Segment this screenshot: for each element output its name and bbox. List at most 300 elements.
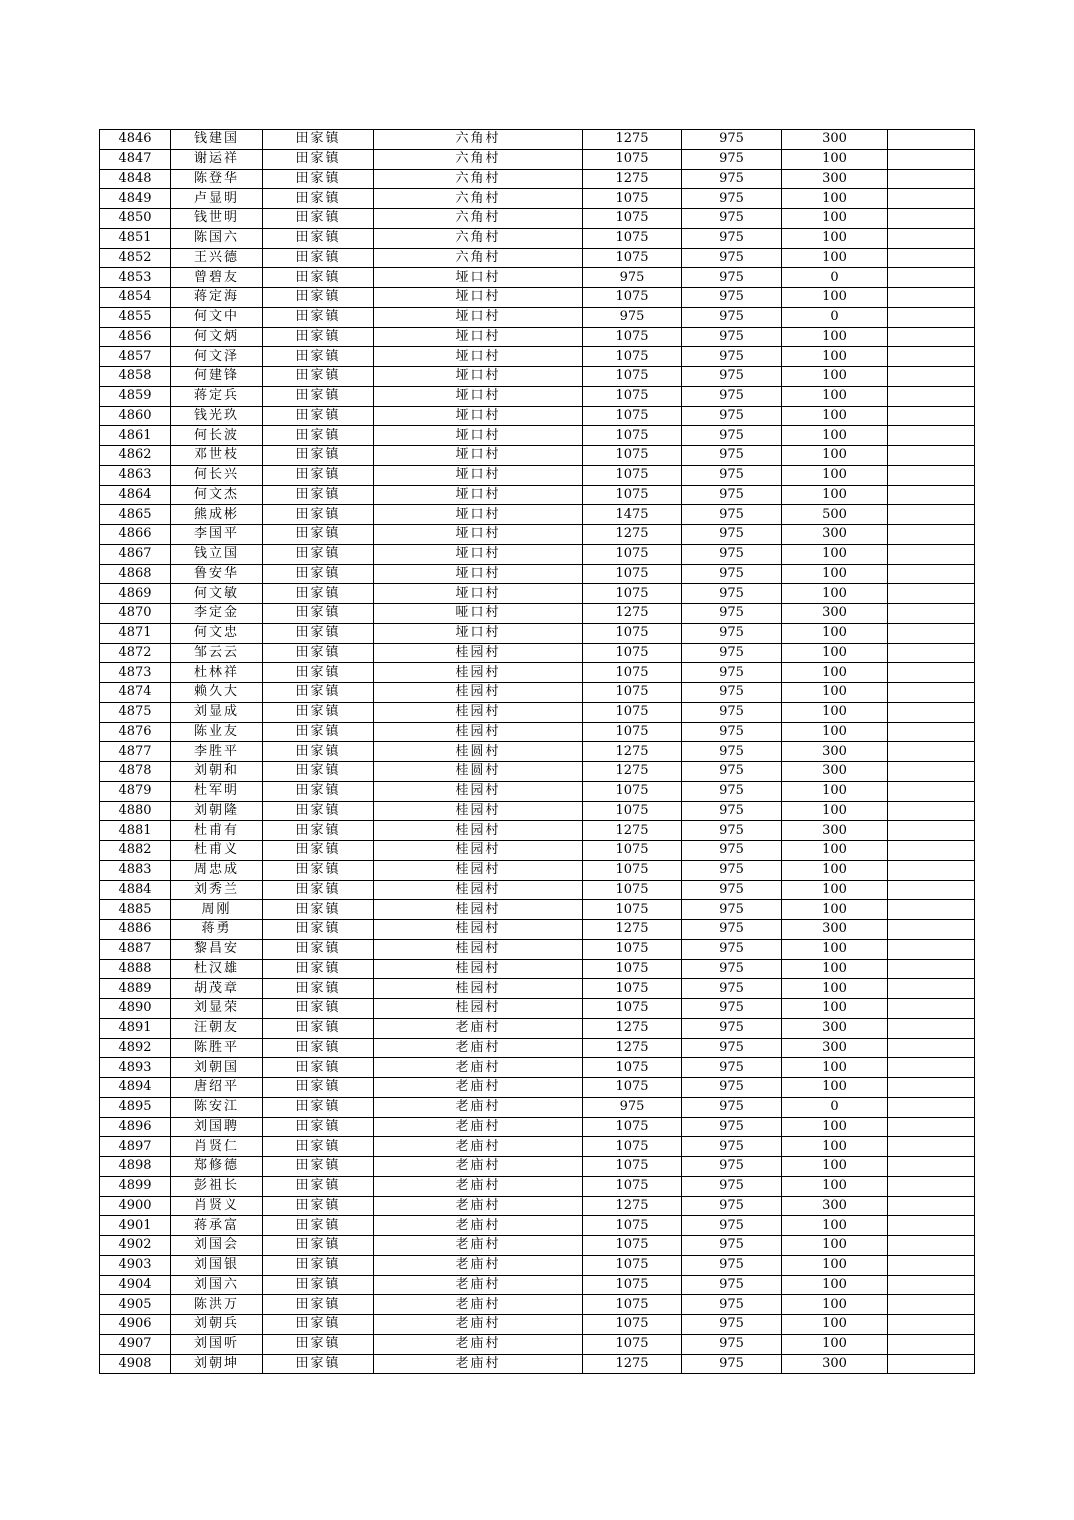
cell-amount-total: 1075 bbox=[583, 288, 682, 308]
table-row bbox=[100, 623, 975, 643]
cell-amount-diff: 300 bbox=[782, 1038, 888, 1058]
cell-amount-total: 1075 bbox=[583, 584, 682, 604]
cell-amount-base: 975 bbox=[682, 880, 782, 900]
cell-amount-base: 975 bbox=[682, 169, 782, 189]
cell-amount-total: 1075 bbox=[583, 1334, 682, 1354]
cell-remark bbox=[888, 742, 975, 762]
cell-amount-diff: 100 bbox=[782, 781, 888, 801]
cell-name: 彭祖长 bbox=[171, 1176, 263, 1196]
cell-amount-base: 975 bbox=[682, 841, 782, 861]
cell-village: 老庙村 bbox=[374, 1038, 583, 1058]
cell-town: 田家镇 bbox=[263, 564, 374, 584]
cell-name: 刘朝兵 bbox=[171, 1315, 263, 1335]
cell-town: 田家镇 bbox=[263, 979, 374, 999]
cell-remark bbox=[888, 1236, 975, 1256]
cell-amount-total: 1075 bbox=[583, 1117, 682, 1137]
cell-id: 4892 bbox=[100, 1038, 171, 1058]
cell-remark bbox=[888, 485, 975, 505]
cell-amount-base: 975 bbox=[682, 1137, 782, 1157]
cell-amount-total: 1275 bbox=[583, 821, 682, 841]
cell-town: 田家镇 bbox=[263, 1236, 374, 1256]
cell-amount-base: 975 bbox=[682, 1097, 782, 1117]
cell-amount-total: 1275 bbox=[583, 1038, 682, 1058]
table-row bbox=[100, 228, 975, 248]
cell-id: 4865 bbox=[100, 505, 171, 525]
cell-name: 陈安江 bbox=[171, 1097, 263, 1117]
cell-amount-diff: 300 bbox=[782, 130, 888, 150]
cell-amount-diff: 100 bbox=[782, 900, 888, 920]
table-row bbox=[100, 1038, 975, 1058]
cell-amount-diff: 100 bbox=[782, 485, 888, 505]
cell-remark bbox=[888, 347, 975, 367]
cell-town: 田家镇 bbox=[263, 762, 374, 782]
cell-amount-base: 975 bbox=[682, 446, 782, 466]
cell-name: 钱光玖 bbox=[171, 406, 263, 426]
cell-id: 4861 bbox=[100, 426, 171, 446]
cell-remark bbox=[888, 1196, 975, 1216]
cell-id: 4868 bbox=[100, 564, 171, 584]
cell-id: 4869 bbox=[100, 584, 171, 604]
cell-town: 田家镇 bbox=[263, 1058, 374, 1078]
cell-name: 李国平 bbox=[171, 525, 263, 545]
cell-amount-base: 975 bbox=[682, 1157, 782, 1177]
cell-remark bbox=[888, 228, 975, 248]
cell-id: 4906 bbox=[100, 1315, 171, 1335]
cell-amount-diff: 500 bbox=[782, 505, 888, 525]
cell-name: 曾碧友 bbox=[171, 268, 263, 288]
cell-amount-base: 975 bbox=[682, 683, 782, 703]
cell-town: 田家镇 bbox=[263, 1137, 374, 1157]
cell-amount-base: 975 bbox=[682, 406, 782, 426]
cell-town: 田家镇 bbox=[263, 268, 374, 288]
cell-amount-base: 975 bbox=[682, 327, 782, 347]
cell-amount-diff: 100 bbox=[782, 939, 888, 959]
cell-amount-diff: 100 bbox=[782, 544, 888, 564]
cell-remark bbox=[888, 209, 975, 229]
cell-amount-diff: 0 bbox=[782, 307, 888, 327]
cell-id: 4853 bbox=[100, 268, 171, 288]
table-row bbox=[100, 959, 975, 979]
cell-village: 六角村 bbox=[374, 209, 583, 229]
cell-amount-base: 975 bbox=[682, 584, 782, 604]
table-row bbox=[100, 841, 975, 861]
cell-village: 老庙村 bbox=[374, 1137, 583, 1157]
cell-id: 4889 bbox=[100, 979, 171, 999]
table-row bbox=[100, 1275, 975, 1295]
cell-amount-base: 975 bbox=[682, 149, 782, 169]
cell-amount-base: 975 bbox=[682, 209, 782, 229]
cell-remark bbox=[888, 1157, 975, 1177]
cell-amount-base: 975 bbox=[682, 525, 782, 545]
cell-village: 桂圆村 bbox=[374, 762, 583, 782]
cell-name: 刘显成 bbox=[171, 702, 263, 722]
table-row bbox=[100, 268, 975, 288]
cell-town: 田家镇 bbox=[263, 307, 374, 327]
cell-amount-base: 975 bbox=[682, 1255, 782, 1275]
cell-name: 邓世枝 bbox=[171, 446, 263, 466]
table-row bbox=[100, 1196, 975, 1216]
cell-town: 田家镇 bbox=[263, 1295, 374, 1315]
table-row bbox=[100, 1137, 975, 1157]
cell-name: 陈胜平 bbox=[171, 1038, 263, 1058]
cell-amount-diff: 300 bbox=[782, 742, 888, 762]
cell-town: 田家镇 bbox=[263, 900, 374, 920]
cell-amount-base: 975 bbox=[682, 130, 782, 150]
cell-remark bbox=[888, 189, 975, 209]
cell-id: 4867 bbox=[100, 544, 171, 564]
cell-town: 田家镇 bbox=[263, 1038, 374, 1058]
table-row bbox=[100, 702, 975, 722]
cell-amount-diff: 300 bbox=[782, 169, 888, 189]
cell-village: 垭口村 bbox=[374, 465, 583, 485]
cell-id: 4862 bbox=[100, 446, 171, 466]
cell-amount-total: 1475 bbox=[583, 505, 682, 525]
cell-town: 田家镇 bbox=[263, 841, 374, 861]
cell-id: 4871 bbox=[100, 623, 171, 643]
cell-amount-total: 1075 bbox=[583, 722, 682, 742]
table-row bbox=[100, 584, 975, 604]
cell-amount-total: 1075 bbox=[583, 1157, 682, 1177]
cell-id: 4887 bbox=[100, 939, 171, 959]
cell-name: 胡茂章 bbox=[171, 979, 263, 999]
cell-town: 田家镇 bbox=[263, 702, 374, 722]
cell-amount-diff: 100 bbox=[782, 623, 888, 643]
cell-remark bbox=[888, 841, 975, 861]
cell-amount-diff: 100 bbox=[782, 841, 888, 861]
cell-name: 陈洪万 bbox=[171, 1295, 263, 1315]
table-row bbox=[100, 939, 975, 959]
cell-amount-base: 975 bbox=[682, 386, 782, 406]
cell-amount-base: 975 bbox=[682, 1078, 782, 1098]
cell-amount-total: 1075 bbox=[583, 623, 682, 643]
cell-name: 何文泽 bbox=[171, 347, 263, 367]
cell-village: 桂园村 bbox=[374, 841, 583, 861]
cell-town: 田家镇 bbox=[263, 525, 374, 545]
cell-id: 4893 bbox=[100, 1058, 171, 1078]
cell-amount-base: 975 bbox=[682, 485, 782, 505]
cell-remark bbox=[888, 643, 975, 663]
cell-remark bbox=[888, 465, 975, 485]
cell-amount-total: 1075 bbox=[583, 327, 682, 347]
cell-name: 刘朝坤 bbox=[171, 1354, 263, 1374]
table-row bbox=[100, 900, 975, 920]
table-row bbox=[100, 209, 975, 229]
cell-amount-base: 975 bbox=[682, 959, 782, 979]
cell-amount-diff: 100 bbox=[782, 426, 888, 446]
cell-amount-total: 1075 bbox=[583, 1216, 682, 1236]
cell-id: 4902 bbox=[100, 1236, 171, 1256]
cell-remark bbox=[888, 149, 975, 169]
cell-name: 蒋勇 bbox=[171, 920, 263, 940]
cell-amount-diff: 100 bbox=[782, 228, 888, 248]
cell-village: 老庙村 bbox=[374, 1255, 583, 1275]
cell-id: 4894 bbox=[100, 1078, 171, 1098]
cell-amount-total: 1075 bbox=[583, 1137, 682, 1157]
cell-remark bbox=[888, 1315, 975, 1335]
cell-amount-diff: 300 bbox=[782, 1018, 888, 1038]
cell-town: 田家镇 bbox=[263, 1078, 374, 1098]
cell-amount-diff: 100 bbox=[782, 880, 888, 900]
cell-remark bbox=[888, 288, 975, 308]
cell-remark bbox=[888, 1334, 975, 1354]
cell-name: 刘显荣 bbox=[171, 999, 263, 1019]
cell-town: 田家镇 bbox=[263, 604, 374, 624]
cell-village: 桂园村 bbox=[374, 663, 583, 683]
cell-remark bbox=[888, 1018, 975, 1038]
cell-id: 4908 bbox=[100, 1354, 171, 1374]
cell-amount-base: 975 bbox=[682, 663, 782, 683]
cell-remark bbox=[888, 1275, 975, 1295]
cell-id: 4852 bbox=[100, 248, 171, 268]
cell-id: 4878 bbox=[100, 762, 171, 782]
cell-remark bbox=[888, 1097, 975, 1117]
cell-name: 钱世明 bbox=[171, 209, 263, 229]
cell-name: 杜甫有 bbox=[171, 821, 263, 841]
cell-amount-total: 1075 bbox=[583, 446, 682, 466]
cell-amount-diff: 100 bbox=[782, 564, 888, 584]
cell-town: 田家镇 bbox=[263, 327, 374, 347]
table-row bbox=[100, 367, 975, 387]
cell-village: 老庙村 bbox=[374, 1334, 583, 1354]
cell-remark bbox=[888, 781, 975, 801]
cell-remark bbox=[888, 663, 975, 683]
cell-amount-total: 1075 bbox=[583, 248, 682, 268]
cell-name: 郑修德 bbox=[171, 1157, 263, 1177]
cell-amount-total: 1075 bbox=[583, 406, 682, 426]
cell-remark bbox=[888, 426, 975, 446]
table-row bbox=[100, 248, 975, 268]
cell-id: 4882 bbox=[100, 841, 171, 861]
cell-amount-diff: 100 bbox=[782, 1295, 888, 1315]
cell-remark bbox=[888, 1255, 975, 1275]
cell-town: 田家镇 bbox=[263, 683, 374, 703]
cell-village: 老庙村 bbox=[374, 1176, 583, 1196]
cell-name: 唐绍平 bbox=[171, 1078, 263, 1098]
cell-name: 熊成彬 bbox=[171, 505, 263, 525]
cell-amount-base: 975 bbox=[682, 1236, 782, 1256]
cell-amount-base: 975 bbox=[682, 643, 782, 663]
cell-amount-total: 1075 bbox=[583, 1295, 682, 1315]
cell-amount-diff: 100 bbox=[782, 367, 888, 387]
cell-name: 周刚 bbox=[171, 900, 263, 920]
cell-town: 田家镇 bbox=[263, 130, 374, 150]
cell-amount-base: 975 bbox=[682, 821, 782, 841]
cell-amount-diff: 300 bbox=[782, 525, 888, 545]
cell-id: 4896 bbox=[100, 1117, 171, 1137]
cell-amount-diff: 100 bbox=[782, 1334, 888, 1354]
cell-village: 老庙村 bbox=[374, 1058, 583, 1078]
cell-amount-total: 1075 bbox=[583, 347, 682, 367]
table-row bbox=[100, 999, 975, 1019]
cell-village: 垭口村 bbox=[374, 485, 583, 505]
cell-town: 田家镇 bbox=[263, 801, 374, 821]
cell-name: 刘朝和 bbox=[171, 762, 263, 782]
table-row bbox=[100, 1176, 975, 1196]
cell-amount-base: 975 bbox=[682, 347, 782, 367]
cell-id: 4866 bbox=[100, 525, 171, 545]
cell-remark bbox=[888, 248, 975, 268]
cell-id: 4904 bbox=[100, 1275, 171, 1295]
cell-id: 4864 bbox=[100, 485, 171, 505]
table-row bbox=[100, 426, 975, 446]
cell-amount-diff: 300 bbox=[782, 604, 888, 624]
cell-amount-total: 1075 bbox=[583, 939, 682, 959]
cell-village: 桂圆村 bbox=[374, 742, 583, 762]
cell-amount-total: 1075 bbox=[583, 979, 682, 999]
cell-id: 4847 bbox=[100, 149, 171, 169]
cell-amount-base: 975 bbox=[682, 722, 782, 742]
cell-amount-total: 975 bbox=[583, 1097, 682, 1117]
cell-village: 垭口村 bbox=[374, 544, 583, 564]
table-row bbox=[100, 406, 975, 426]
cell-amount-base: 975 bbox=[682, 1295, 782, 1315]
table-row bbox=[100, 920, 975, 940]
cell-amount-base: 975 bbox=[682, 505, 782, 525]
cell-name: 钱建国 bbox=[171, 130, 263, 150]
cell-town: 田家镇 bbox=[263, 1157, 374, 1177]
cell-remark bbox=[888, 604, 975, 624]
cell-amount-total: 1075 bbox=[583, 564, 682, 584]
cell-name: 杜甫义 bbox=[171, 841, 263, 861]
table-row bbox=[100, 1157, 975, 1177]
cell-village: 垭口村 bbox=[374, 525, 583, 545]
cell-id: 4855 bbox=[100, 307, 171, 327]
cell-town: 田家镇 bbox=[263, 189, 374, 209]
cell-village: 垭口村 bbox=[374, 327, 583, 347]
cell-name: 陈登华 bbox=[171, 169, 263, 189]
cell-town: 田家镇 bbox=[263, 860, 374, 880]
cell-amount-diff: 100 bbox=[782, 584, 888, 604]
cell-village: 老庙村 bbox=[374, 1275, 583, 1295]
table-row bbox=[100, 683, 975, 703]
cell-town: 田家镇 bbox=[263, 465, 374, 485]
cell-town: 田家镇 bbox=[263, 248, 374, 268]
table-row bbox=[100, 1295, 975, 1315]
cell-town: 田家镇 bbox=[263, 1216, 374, 1236]
cell-name: 陈国六 bbox=[171, 228, 263, 248]
cell-amount-diff: 300 bbox=[782, 762, 888, 782]
cell-amount-base: 975 bbox=[682, 939, 782, 959]
cell-village: 垭口村 bbox=[374, 347, 583, 367]
cell-town: 田家镇 bbox=[263, 623, 374, 643]
cell-amount-total: 1275 bbox=[583, 1354, 682, 1374]
cell-name: 何文忠 bbox=[171, 623, 263, 643]
cell-amount-total: 1075 bbox=[583, 683, 682, 703]
cell-amount-base: 975 bbox=[682, 604, 782, 624]
table-row bbox=[100, 525, 975, 545]
cell-id: 4846 bbox=[100, 130, 171, 150]
cell-amount-base: 975 bbox=[682, 860, 782, 880]
cell-id: 4860 bbox=[100, 406, 171, 426]
cell-name: 何文敏 bbox=[171, 584, 263, 604]
cell-amount-diff: 300 bbox=[782, 1354, 888, 1374]
cell-amount-base: 975 bbox=[682, 999, 782, 1019]
cell-town: 田家镇 bbox=[263, 1255, 374, 1275]
cell-remark bbox=[888, 762, 975, 782]
cell-remark bbox=[888, 860, 975, 880]
cell-village: 桂园村 bbox=[374, 722, 583, 742]
cell-amount-total: 1275 bbox=[583, 1018, 682, 1038]
cell-remark bbox=[888, 544, 975, 564]
cell-town: 田家镇 bbox=[263, 209, 374, 229]
cell-name: 何文杰 bbox=[171, 485, 263, 505]
cell-village: 六角村 bbox=[374, 248, 583, 268]
cell-town: 田家镇 bbox=[263, 1315, 374, 1335]
cell-name: 李胜平 bbox=[171, 742, 263, 762]
cell-amount-total: 1075 bbox=[583, 801, 682, 821]
cell-town: 田家镇 bbox=[263, 544, 374, 564]
cell-amount-total: 1075 bbox=[583, 485, 682, 505]
table-row bbox=[100, 288, 975, 308]
cell-id: 4890 bbox=[100, 999, 171, 1019]
cell-village: 垭口村 bbox=[374, 307, 583, 327]
cell-amount-total: 1075 bbox=[583, 1058, 682, 1078]
cell-village: 垭口村 bbox=[374, 446, 583, 466]
cell-village: 桂园村 bbox=[374, 821, 583, 841]
cell-village: 垭口村 bbox=[374, 505, 583, 525]
cell-amount-total: 1075 bbox=[583, 386, 682, 406]
cell-id: 4876 bbox=[100, 722, 171, 742]
cell-amount-diff: 100 bbox=[782, 702, 888, 722]
cell-name: 邹云云 bbox=[171, 643, 263, 663]
cell-village: 垭口村 bbox=[374, 406, 583, 426]
cell-name: 刘朝国 bbox=[171, 1058, 263, 1078]
cell-id: 4858 bbox=[100, 367, 171, 387]
cell-id: 4891 bbox=[100, 1018, 171, 1038]
table-row bbox=[100, 189, 975, 209]
cell-amount-diff: 100 bbox=[782, 1236, 888, 1256]
cell-amount-total: 1075 bbox=[583, 900, 682, 920]
cell-amount-diff: 0 bbox=[782, 1097, 888, 1117]
cell-id: 4907 bbox=[100, 1334, 171, 1354]
cell-id: 4888 bbox=[100, 959, 171, 979]
table-row bbox=[100, 169, 975, 189]
cell-remark bbox=[888, 564, 975, 584]
cell-town: 田家镇 bbox=[263, 1354, 374, 1374]
cell-amount-diff: 100 bbox=[782, 999, 888, 1019]
cell-amount-diff: 100 bbox=[782, 1117, 888, 1137]
cell-remark bbox=[888, 880, 975, 900]
cell-remark bbox=[888, 920, 975, 940]
cell-amount-base: 975 bbox=[682, 564, 782, 584]
cell-amount-base: 975 bbox=[682, 367, 782, 387]
cell-village: 老庙村 bbox=[374, 1018, 583, 1038]
cell-town: 田家镇 bbox=[263, 149, 374, 169]
cell-town: 田家镇 bbox=[263, 920, 374, 940]
cell-remark bbox=[888, 505, 975, 525]
table-row bbox=[100, 485, 975, 505]
table-row bbox=[100, 1255, 975, 1275]
cell-amount-total: 975 bbox=[583, 307, 682, 327]
table-row bbox=[100, 1236, 975, 1256]
cell-remark bbox=[888, 584, 975, 604]
cell-amount-diff: 100 bbox=[782, 1078, 888, 1098]
cell-id: 4901 bbox=[100, 1216, 171, 1236]
cell-amount-base: 975 bbox=[682, 426, 782, 446]
cell-id: 4854 bbox=[100, 288, 171, 308]
cell-amount-diff: 100 bbox=[782, 1157, 888, 1177]
cell-amount-diff: 100 bbox=[782, 327, 888, 347]
cell-name: 刘国会 bbox=[171, 1236, 263, 1256]
cell-village: 垭口村 bbox=[374, 386, 583, 406]
cell-town: 田家镇 bbox=[263, 999, 374, 1019]
cell-amount-base: 975 bbox=[682, 920, 782, 940]
table-row bbox=[100, 149, 975, 169]
cell-name: 刘国听 bbox=[171, 1334, 263, 1354]
cell-village: 六角村 bbox=[374, 228, 583, 248]
cell-amount-total: 1275 bbox=[583, 762, 682, 782]
table-row bbox=[100, 505, 975, 525]
